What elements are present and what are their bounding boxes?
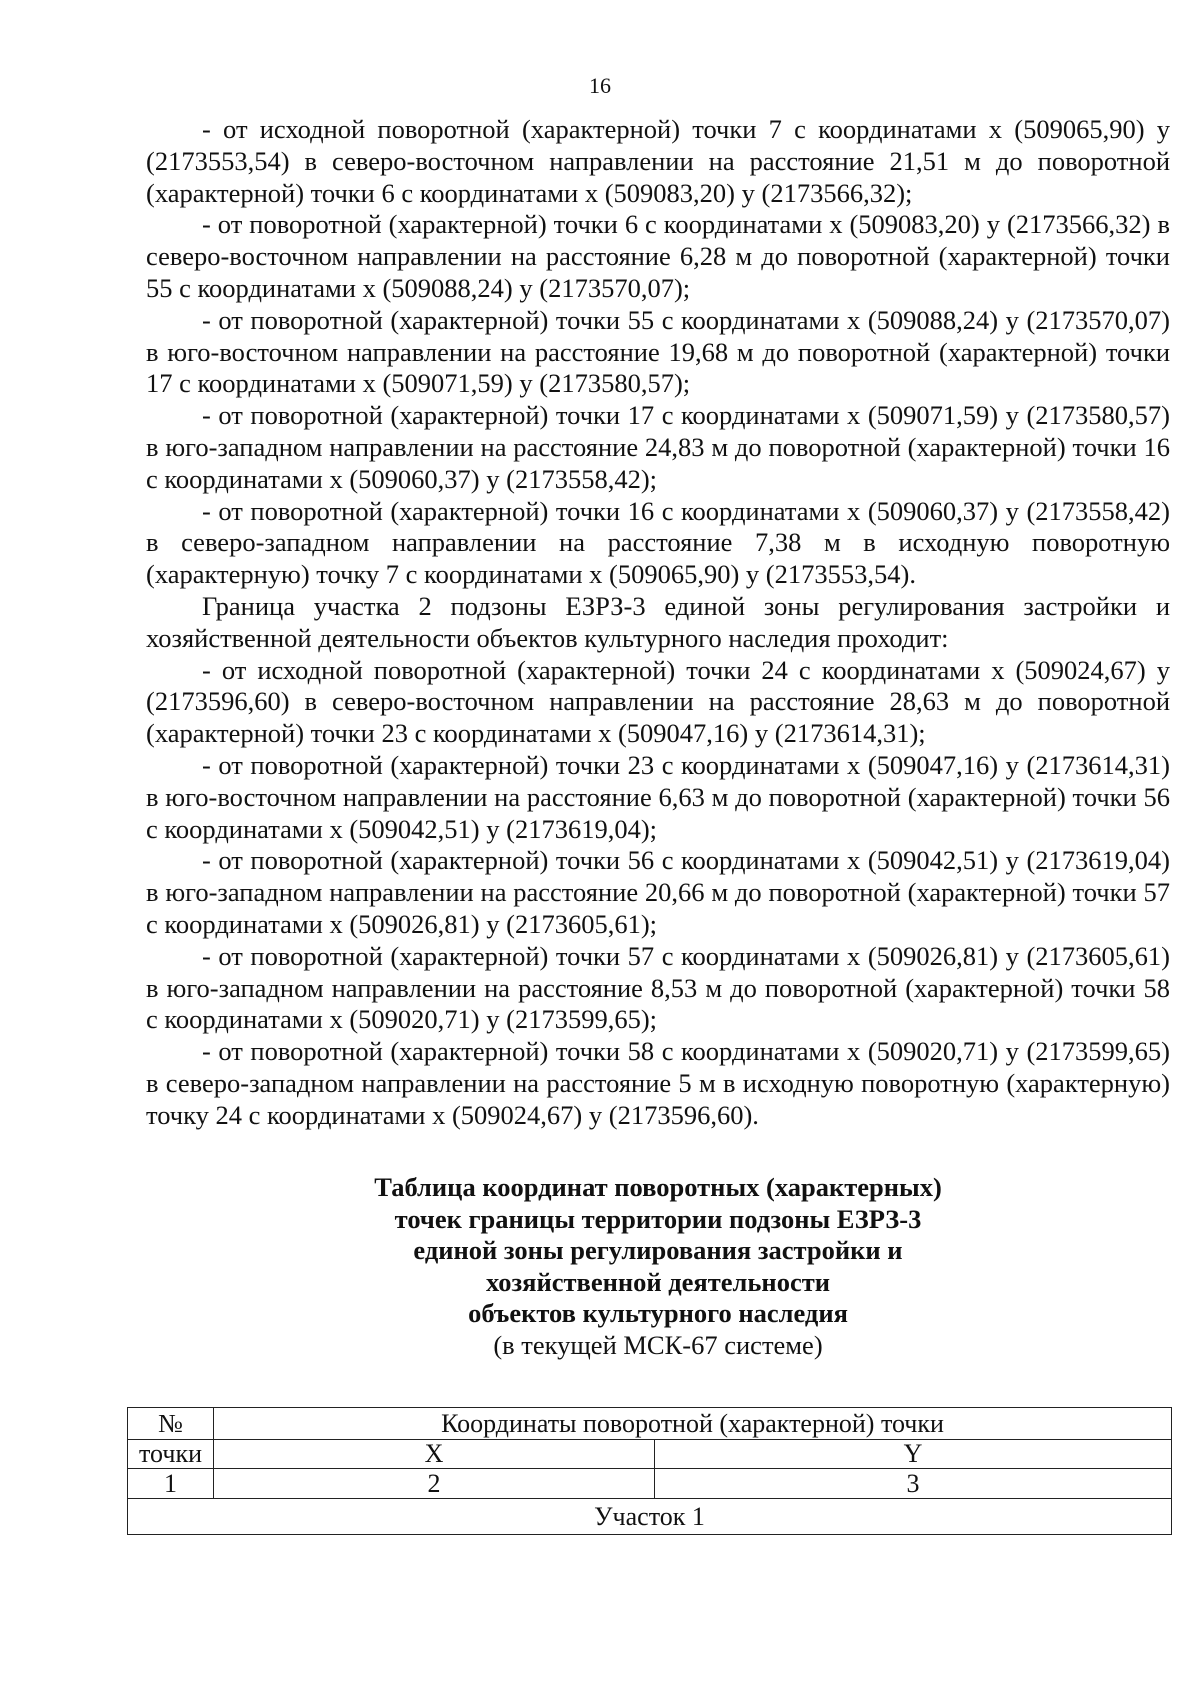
paragraph: - от поворотной (характерной) точки 16 с координатами х (509060,37) у (2173558,42) в северо-западном направлении на расстояние 7,38 м в исходную поворотную (характерную) точку 7 с координатами х (509065,90) у (2173553,54). bbox=[146, 495, 1170, 590]
index-cell: 1 bbox=[128, 1469, 214, 1499]
page-number: 16 bbox=[589, 73, 611, 98]
table-title-line: Таблица координат поворотных (характерных) bbox=[374, 1172, 942, 1202]
table-title-line: точек границы территории подзоны ЕЗРЗ-3 bbox=[394, 1203, 922, 1234]
header-number-symbol: № bbox=[128, 1408, 214, 1440]
table-subtitle: (в текущей МСК-67 системе) bbox=[493, 1329, 823, 1360]
index-cell: 3 bbox=[655, 1469, 1172, 1499]
header-point-label: точки bbox=[128, 1440, 214, 1469]
paragraph: - от исходной поворотной (характерной) точки 24 с координатами х (509024,67) у (2173596,60) в северо-восточном направлении на расстояние 28,63 м до поворотной (характерной) точки 23 с координатами х (509047,16) у (2173614,31); bbox=[146, 654, 1170, 749]
index-cell: 2 bbox=[214, 1469, 655, 1499]
paragraph: - от поворотной (характерной) точки 23 с координатами х (509047,16) у (2173614,31) в юго-восточном направлении на расстояние 6,63 м до поворотной (характерной) точки 56 с координатами х (509042,51) у (2173619,04); bbox=[146, 749, 1170, 844]
paragraph: - от поворотной (характерной) точки 17 с координатами х (509071,59) у (2173580,57) в юго-западном направлении на расстояние 24,83 м до поворотной (характерной) точки 16 с координатами х (509060,37) у (2173558,42); bbox=[146, 400, 1170, 494]
paragraph: - от поворотной (характерной) точки 6 с координатами х (509083,20) у (2173566,32) в северо-восточном направлении на расстояние 6,28 м до поворотной (характерной) точки 55 с координатами х (509088,24) у (2173570,07); bbox=[146, 209, 1170, 303]
coordinates-table bbox=[127, 1407, 1172, 1535]
table-title-line: объектов культурного наследия bbox=[468, 1298, 848, 1328]
paragraph: - от поворотной (характерной) точки 57 с координатами х (509026,81) у (2173605,61) в юго-западном направлении на расстояние 8,53 м до поворотной (характерной) точки 58 с координатами х (509020,71) у (2173599,65); bbox=[146, 940, 1170, 1035]
paragraph: - от поворотной (характерной) точки 55 с координатами х (509088,24) у (2173570,07) в юго-восточном направлении на расстояние 19,68 м до поворотной (характерной) точки 17 с координатами х (509071,59) у (2173580,57); bbox=[146, 304, 1170, 399]
header-coordinates: Координаты поворотной (характерной) точки bbox=[214, 1408, 1172, 1440]
header-y: Y bbox=[655, 1440, 1172, 1469]
table-section-row bbox=[128, 1499, 1172, 1535]
section-intro-paragraph: Граница участка 2 подзоны ЕЗРЗ-3 единой зоны регулирования застройки и хозяйственной деятельности объектов культурного наследия проходит: bbox=[146, 590, 1170, 653]
paragraph: - от поворотной (характерной) точки 58 с координатами х (509020,71) у (2173599,65) в северо-западном направлении на расстояние 5 м в исходную поворотную (характерную) точку 24 с координатами х (509024,67) у (2173596,60). bbox=[146, 1036, 1170, 1130]
paragraph: - от поворотной (характерной) точки 56 с координатами х (509042,51) у (2173619,04) в юго-западном направлении на расстояние 20,66 м до поворотной (характерной) точки 57 с координатами х (509026,81) у (2173605,61); bbox=[146, 845, 1170, 939]
section-label: Участок 1 bbox=[128, 1499, 1172, 1535]
header-x: X bbox=[214, 1440, 655, 1469]
table-title bbox=[146, 1172, 1170, 1361]
paragraph: - от исходной поворотной (характерной) точки 7 с координатами х (509065,90) у (2173553,54) в северо-восточном направлении на расстояние 21,51 м до поворотной (характерной) точки 6 с координатами х (509083,20) у (2173566,32); bbox=[146, 114, 1170, 208]
table-title-line: хозяйственной деятельности bbox=[485, 1266, 830, 1297]
table-title-line: единой зоны регулирования застройки и bbox=[413, 1235, 903, 1265]
boundary-description bbox=[146, 114, 1170, 1132]
table-index-row bbox=[128, 1469, 1172, 1499]
